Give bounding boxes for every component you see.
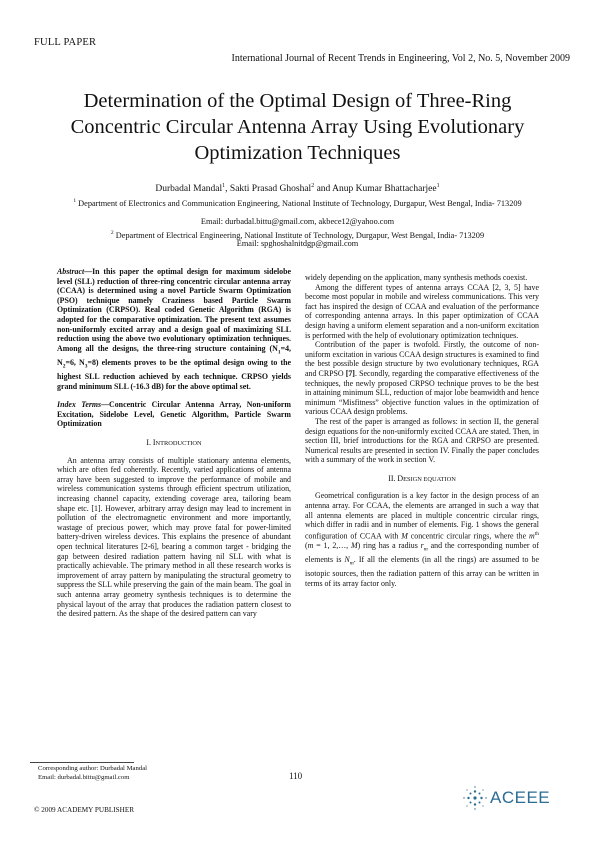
design-text-f: and the corresponding number of elements is xyxy=(305,541,539,565)
right-paragraph-0: widely depending on the application, many synthesis methods coexist. xyxy=(305,273,528,282)
footnote-divider xyxy=(30,762,134,763)
abstract-text-2: =4, N xyxy=(57,343,291,367)
paper-title: Determination of the Optimal Design of Three-Ring Concentric Circular Antenna Array Using Evolutionary Optimization Techniques xyxy=(70,90,525,164)
abstract-text: —In this paper the optimal design for maximum sidelobe level (SLL) reduction of three-ring concentric circular antenna array (CCAA) is determined using a novel Particle Swarm Optimization (PSO) technique namely Craziness based Particle Swarm Optimization (CRPSO). Real coded Genetic Algorithm (RGA) is adopted for the comparative optimization. The present text assumes non-uniformly excited array and a design goal of maximizing SLL reduction using the above two evolutionary optimization techniques. Among all the designs, the three-ring structure containing (N xyxy=(57,267,291,353)
email-line-1: Email: durbadal.bittu@gmail.com, akbece12@yahoo.com xyxy=(200,217,395,226)
author-2-affiliation: 2 xyxy=(311,183,315,189)
abstract-label: Abstract xyxy=(57,267,85,276)
section-heading-design xyxy=(305,474,539,485)
abstract-text-3: =6, N xyxy=(65,357,85,367)
author-2: , Sakti Prasad Ghoshal xyxy=(225,184,312,195)
design-paragraph xyxy=(305,491,539,588)
design-var-r: r xyxy=(420,541,424,551)
full-paper-label: FULL PAPER xyxy=(34,37,97,48)
intro-heading-num: I. I xyxy=(146,438,156,448)
design-heading-num: II. D xyxy=(388,473,404,483)
right-column xyxy=(305,273,539,589)
design-sup-th: th xyxy=(534,530,539,537)
design-var-m: m xyxy=(529,531,535,541)
section-heading-introduction xyxy=(57,438,291,449)
abstract-sub-3: 3 xyxy=(84,363,88,370)
author-3: and Anup Kumar Bhattacharjee xyxy=(314,184,437,195)
left-column xyxy=(57,267,291,619)
design-var-m2: m xyxy=(307,541,314,551)
right-p2-reference: [7] xyxy=(345,368,355,378)
logo-text: ACEEE xyxy=(490,788,551,807)
aceee-logo xyxy=(460,785,560,811)
design-text-d: = 1, 2,…, xyxy=(313,541,352,551)
index-terms xyxy=(57,400,291,429)
corresponding-author: Corresponding author: Durbadal Mandal xyxy=(38,765,148,772)
logo-star-icon xyxy=(460,785,490,811)
right-paragraph-1: Among the different types of antenna arrays CCAA [2, 3, 5] have become most popular in mobile and wireless communications. This very fact has inspired the design of CCAA and evaluation of the performance of corresponding antenna arrays. In this paper optimization of CCAA design having a uniform element separation and a non-uniform excitation is performed with the help of evolutionary optimization techniques. xyxy=(305,282,539,340)
right-paragraph-2 xyxy=(305,340,539,417)
author-1: Durbadal Mandal xyxy=(155,184,223,195)
design-var-M: M xyxy=(401,531,408,541)
design-text-g: . If all the elements (in all the rings) are assumed to be isotopic sources, then the radiation pattern of this array can be written in terms of its array factor only. xyxy=(305,555,539,588)
author-line xyxy=(0,183,595,194)
abstract-sub-1: 1 xyxy=(277,349,281,356)
design-text-b: concentric circular rings, where the xyxy=(407,531,529,541)
abstract xyxy=(57,267,291,391)
design-var-M2: M xyxy=(351,541,358,551)
design-text-c: ( xyxy=(305,541,308,551)
affiliation-1 xyxy=(60,196,535,209)
copyright: © 2009 ACADEMY PUBLISHER xyxy=(34,806,135,814)
page-number: 110 xyxy=(289,771,303,781)
affiliation-1-mark: 1 xyxy=(73,198,77,204)
intro-heading-rest: NTRODUCTION xyxy=(155,440,202,448)
author-3-affiliation: 1 xyxy=(436,183,440,189)
design-text-a: Geometrical configuration is a key factor in the design process of an antenna array. For CCAA, the elements are arranged in such a way that all antenna elements are placed in multiple concentric circular rings, which differ in radii and in number of elements. Fig. 1 shows the general configuration of CCAA with xyxy=(305,491,539,541)
design-heading-rest: ESIGN EQUATION xyxy=(403,475,456,483)
email-line-2: Email: spghoshalnitdgp@gmail.com xyxy=(236,239,359,248)
index-terms-label: Index Terms xyxy=(57,400,102,410)
intro-paragraph: An antenna array consists of multiple stationary antenna elements, which are often fed coherently. Recently, varied applications of antenna array have been suggested to improve the performance of mobile and wireless communication systems through efficient spectrum utilization, increasing channel capacity, extending coverage area, tailoring beam shape etc. [1]. However, arbitrary array design may lead to increment in pollution of the electromagnetic environment and more importantly, wastage of precious power, which may prove fatal for power-limited battery-driven wireless devices. This explains the presence of abundant open technical literatures [2-6], bearing a common target - bridging the gap between desired radiation pattern having nil SLL with what is practically achievable. The primary method in all these research works is improvement of array pattern by manipulating the structural geometry to suppress the SLL while preserving the gain of the main beam. The goal in such antenna array geometry synthesis techniques is to determine the physical layout of the array that produces the radiation pattern closest to the desired pattern. As the shape of the desired pattern can vary xyxy=(57,455,291,619)
author-1-affiliation: 1 xyxy=(222,183,226,189)
corresponding-email: Email: durbadal.bittu@gmail.com xyxy=(38,774,130,781)
design-text-e: ) ring has a radius xyxy=(357,541,421,551)
index-terms-text: —Concentric Circular Antenna Array, Non-uniform Excitation, Sidelobe Level, Genetic Algorithm, Particle Swarm Optimization xyxy=(57,400,291,429)
affiliation-2-mark: 2 xyxy=(110,230,114,236)
abstract-text-4: =8) elements proves to be the optimal design owing to the highest SLL reduction achieved by each technique. CRPSO yields grand minimum SLL (-16.3 dB) for the above optimal set. xyxy=(57,357,291,391)
right-p2-text-a: Contribution of the paper is twofold. Firstly, the outcome of non-uniform excitation in various CCAA design structures is examined to find the best possible design structure by two evolutionary techniques, RGA and CRPSO xyxy=(305,340,539,378)
design-sub-N: m xyxy=(349,560,354,567)
right-paragraph-3: The rest of the paper is arranged as follows: in section II, the general design equations for the non-uniformly excited CCAA are stated. Then, in section III, brief introductions for the RGA and CRPSO are presented. Numerical results are presented in section IV. Finally the paper concludes with a summary of the work in section V. xyxy=(305,416,539,465)
affiliation-2-text: Department of Electrical Engineering, National Institute of Technology, Durgapur, West Bengal, India- 713209 xyxy=(113,230,485,240)
journal-header: International Journal of Recent Trends in Engineering, Vol 2, No. 5, November 2009 xyxy=(231,53,570,64)
design-sub-r: m xyxy=(423,546,428,553)
right-p2-text-b: . Secondly, regarding the comparative effectiveness of the techniques, the newly proposed CRPSO technique proves to be the best in attaining minimum SLL, reduction of major lobe beamwidth and hence minimum “Misfitness” objective function values in the optimization of various CCAA design problems. xyxy=(305,368,540,417)
abstract-sub-2: 2 xyxy=(62,363,66,370)
affiliation-1-text: Department of Electronics and Communication Engineering, National Institute of Technology, Durgapur, West Bengal, India- 713209 xyxy=(76,198,522,208)
design-var-N: N xyxy=(344,555,350,565)
